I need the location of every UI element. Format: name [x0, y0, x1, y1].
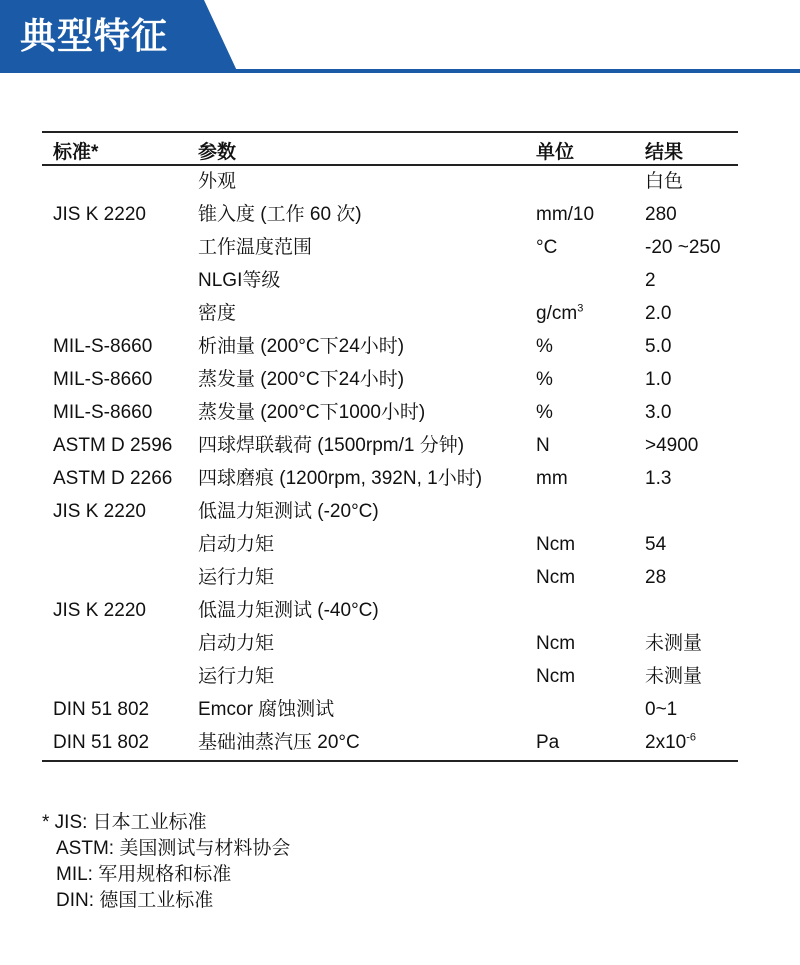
cell-result	[645, 595, 738, 628]
cell-unit	[536, 694, 645, 727]
footnotes	[42, 810, 290, 914]
cell-standard: DIN 51 802	[53, 699, 150, 720]
cell-unit: Ncm	[536, 534, 576, 555]
page-title: 典型特征	[20, 15, 169, 56]
cell-standard: JIS K 2220	[53, 204, 146, 225]
cell-result: 0~1	[645, 699, 678, 720]
cell-unit: mm	[536, 468, 568, 489]
cell-result-superscript: -6	[686, 731, 696, 744]
table-row	[42, 397, 738, 430]
cell-standard	[42, 661, 198, 694]
cell-parameter: 工作温度范围	[198, 237, 313, 258]
cell-parameter: 启动力矩	[198, 633, 275, 654]
spec-table	[42, 131, 738, 762]
cell-result: 2.0	[645, 303, 672, 324]
cell-standard: JIS K 2220	[53, 501, 146, 522]
cell-result: $2x10^{-6}$	[645, 727, 738, 761]
cell-parameter: 锥入度 (工作 60 次)	[198, 204, 362, 225]
banner-divider	[0, 69, 800, 73]
cell-standard	[42, 628, 198, 661]
cell-unit	[536, 595, 645, 628]
table-row	[42, 562, 738, 595]
cell-result: 3.0	[645, 402, 672, 423]
cell-standard	[42, 562, 198, 595]
table-row	[42, 694, 738, 727]
cell-standard: ASTM D 2596	[53, 435, 173, 456]
cell-result	[645, 496, 738, 529]
table-row	[42, 265, 738, 298]
cell-standard	[42, 529, 198, 562]
cell-result: 1.3	[645, 468, 672, 489]
cell-standard	[42, 265, 198, 298]
table-row	[42, 430, 738, 463]
cell-parameter: Emcor 腐蚀测试	[198, 699, 335, 720]
cell-parameter: 运行力矩	[198, 666, 275, 687]
cell-parameter: 基础油蒸汽压 20°C	[198, 727, 536, 761]
cell-unit: N	[536, 435, 550, 456]
table-row	[42, 628, 738, 661]
cell-result: 1.0	[645, 369, 672, 390]
cell-standard	[42, 298, 198, 331]
footnote-mil: MIL: 军用规格和标准	[56, 864, 232, 885]
cell-unit: °C	[536, 237, 558, 258]
cell-standard: ASTM D 2266	[53, 468, 173, 489]
cell-unit: %	[536, 369, 553, 390]
cell-unit	[536, 265, 645, 298]
cell-unit	[536, 496, 645, 529]
cell-unit-superscript: 3	[577, 302, 584, 315]
table-row	[42, 165, 738, 199]
cell-result: -20 ~250	[645, 237, 721, 258]
cell-unit: Pa	[536, 727, 645, 761]
cell-result: 5.0	[645, 336, 672, 357]
cell-parameter: 运行力矩	[198, 567, 275, 588]
cell-result: 未测量	[645, 666, 703, 687]
cell-unit: Ncm	[536, 666, 576, 687]
cell-parameter: 四球焊联载荷 (1500rpm/1 分钟)	[198, 435, 465, 456]
cell-unit: Ncm	[536, 633, 576, 654]
cell-parameter: 低温力矩测试 (-20°C)	[198, 501, 379, 522]
table-row	[42, 364, 738, 397]
table-row	[42, 232, 738, 265]
table-row	[42, 595, 738, 628]
cell-unit	[536, 165, 645, 199]
table-row	[42, 529, 738, 562]
cell-unit: %	[536, 402, 553, 423]
cell-standard	[42, 232, 198, 265]
cell-parameter: NLGI等级	[198, 270, 281, 291]
cell-standard: MIL-S-8660	[53, 369, 153, 390]
cell-result: 未测量	[645, 633, 703, 654]
table-row	[42, 496, 738, 529]
cell-result: 280	[645, 204, 677, 225]
cell-parameter: 启动力矩	[198, 534, 275, 555]
cell-standard: DIN 51 802	[42, 727, 198, 761]
table-header-row	[42, 132, 738, 165]
table-row	[42, 199, 738, 232]
cell-parameter: 四球磨痕 (1200rpm, 392N, 1小时)	[198, 468, 483, 489]
cell-parameter: 析油量 (200°C下24小时)	[198, 336, 405, 357]
cell-unit: mm/10	[536, 204, 595, 225]
cell-result: 28	[645, 567, 667, 588]
table-row	[42, 463, 738, 496]
table-row	[42, 331, 738, 364]
cell-unit: Ncm	[536, 567, 576, 588]
table-body	[42, 165, 738, 761]
cell-standard: MIL-S-8660	[53, 336, 153, 357]
footnote-astm: ASTM: 美国测试与材料协会	[56, 838, 291, 859]
cell-standard: JIS K 2220	[53, 600, 146, 621]
cell-result: 2	[645, 270, 656, 291]
cell-unit: $g/cm^3$	[536, 302, 584, 324]
cell-parameter: 蒸发量 (200°C下24小时)	[198, 369, 405, 390]
table-row	[42, 727, 738, 761]
cell-parameter: 外观	[198, 171, 237, 192]
header-standard: 标准*	[42, 132, 198, 165]
cell-standard	[42, 165, 198, 199]
cell-parameter: 密度	[198, 303, 237, 324]
cell-standard: MIL-S-8660	[53, 402, 153, 423]
header-result: 结果	[645, 132, 738, 165]
cell-result: 白色	[645, 171, 684, 192]
cell-result: >4900	[645, 435, 699, 456]
header-parameter: 参数	[198, 132, 536, 165]
cell-result: 54	[645, 534, 667, 555]
footnote-jis: * JIS: 日本工业标准	[42, 812, 207, 833]
cell-parameter: 蒸发量 (200°C下1000小时)	[198, 402, 426, 423]
header-unit: 单位	[536, 132, 645, 165]
table-row	[42, 661, 738, 694]
footnote-din: DIN: 德国工业标准	[56, 890, 214, 911]
table-row	[42, 298, 738, 331]
cell-unit: %	[536, 336, 553, 357]
cell-parameter: 低温力矩测试 (-40°C)	[198, 600, 379, 621]
